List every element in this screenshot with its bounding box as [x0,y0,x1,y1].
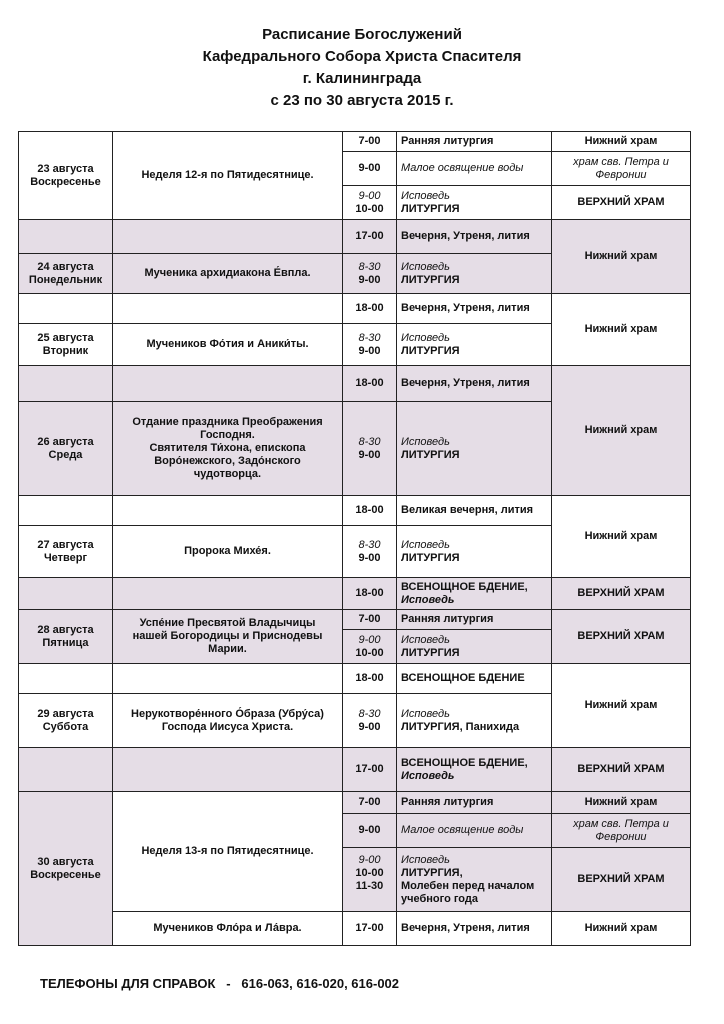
time-cell: 17-00 [343,748,397,792]
time-cell: 9-00 [343,814,397,848]
place-cell: Нижний храм [552,792,691,814]
title-line-1: Расписание Богослужений [262,26,462,43]
time-cell: 18-00 [343,366,397,402]
service-cell: Ранняя литургия [397,610,552,630]
feast-cell: Мучеников Фо́тия и Аники́ты. [113,324,343,366]
day-cell: 23 августа Воскресенье [19,132,113,220]
service-cell: Исповедь ЛИТУРГИЯ [397,324,552,366]
place-cell: ВЕРХНИЙ ХРАМ [552,748,691,792]
table-row [19,294,691,324]
feast-cell: Мучеников Фло́ра и Ла́вра. [113,912,343,946]
time-cell: 8-30 9-00 [343,402,397,496]
service-cell: Исповедь ЛИТУРГИЯ [397,526,552,578]
time-cell: 7-00 [343,132,397,152]
feast-cell: Неделя 12-я по Пятидесятнице. [113,132,343,220]
service-cell: ВСЕНОЩНОЕ БДЕНИЕ [397,664,552,694]
service-cell: Вечерня, Утреня, лития [397,366,552,402]
place-cell: ВЕРХНИЙ ХРАМ [552,610,691,664]
feast-cell: Отдание праздника Преображения Господня. Святителя Ти́хона, епископа Воро́нежского, Задо́нского чудотворца. [113,402,343,496]
time-cell: 18-00 [343,578,397,610]
service-cell: Вечерня, Утреня, лития [397,220,552,254]
place-cell: ВЕРХНИЙ ХРАМ [552,186,691,220]
service-cell: Великая вечерня, лития [397,496,552,526]
time-cell: 9-00 10-00 [343,630,397,664]
time-cell: 9-00 10-00 [343,186,397,220]
place-cell: храм свв. Петра и Февронии [552,814,691,848]
table-row [19,610,691,630]
day-cell: 25 августа Вторник [19,324,113,366]
footer-phones: ТЕЛЕФОНЫ ДЛЯ СПРАВОК - 616-063, 616-020, 616-002 [40,976,400,991]
table-row [19,792,691,814]
feast-cell: Пророка Михе́я. [113,526,343,578]
table-row [19,366,691,402]
place-cell: храм свв. Петра и Февронии [552,152,691,186]
day-cell: 26 августа Среда [19,402,113,496]
time-cell: 8-30 9-00 [343,526,397,578]
place-cell: Нижний храм [552,912,691,946]
day-cell: 30 августа Воскресенье [19,792,113,946]
service-cell: Исповедь ЛИТУРГИЯ [397,186,552,220]
time-cell: 18-00 [343,664,397,694]
page-title [0,24,724,112]
time-cell: 17-00 [343,912,397,946]
table-row [19,664,691,694]
title-line-3: г. Калининграда [302,70,422,87]
schedule-table [18,131,691,946]
service-cell: Ранняя литургия [397,792,552,814]
place-cell: ВЕРХНИЙ ХРАМ [552,848,691,912]
day-cell: 29 августа Суббота [19,694,113,748]
place-cell: Нижний храм [552,664,691,748]
time-cell: 7-00 [343,610,397,630]
day-cell: 28 августа Пятница [19,610,113,664]
time-cell: 18-00 [343,496,397,526]
feast-cell: Мученика архидиакона Е́впла. [113,254,343,294]
place-cell: Нижний храм [552,366,691,496]
title-line-2: Кафедрального Собора Христа Спасителя [202,48,522,65]
place-cell: Нижний храм [552,220,691,294]
time-cell: 9-00 [343,152,397,186]
service-cell: Исповедь ЛИТУРГИЯ, Панихида [397,694,552,748]
service-cell: ВСЕНОЩНОЕ БДЕНИЕ, Исповедь [397,578,552,610]
service-cell: Исповедь ЛИТУРГИЯ, Молебен перед началом учебного года [397,848,552,912]
table-row [19,748,691,792]
service-cell: Вечерня, Утреня, лития [397,912,552,946]
place-cell: Нижний храм [552,294,691,366]
service-cell: Исповедь ЛИТУРГИЯ [397,254,552,294]
place-cell: ВЕРХНИЙ ХРАМ [552,578,691,610]
place-cell: Нижний храм [552,496,691,578]
feast-cell: Неделя 13-я по Пятидесятнице. [113,792,343,912]
day-cell: 24 августа Понедельник [19,254,113,294]
time-cell: 8-30 9-00 [343,324,397,366]
table-row [19,496,691,526]
day-cell: 27 августа Четверг [19,526,113,578]
time-cell: 7-00 [343,792,397,814]
table-row [19,220,691,254]
time-cell: 17-00 [343,220,397,254]
service-cell: Исповедь ЛИТУРГИЯ [397,630,552,664]
service-cell: Исповедь ЛИТУРГИЯ [397,402,552,496]
time-cell: 9-00 10-00 11-30 [343,848,397,912]
place-cell: Нижний храм [552,132,691,152]
table-row [19,912,691,946]
time-cell: 18-00 [343,294,397,324]
feast-cell: Нерукотворе́нного О́браза (Убру́са) Господа Иисуса Христа. [113,694,343,748]
title-line-4: с 23 по 30 августа 2015 г. [270,92,454,109]
feast-cell: Успе́ние Пресвятой Владычицы нашей Богородицы и Приснодевы Марии. [113,610,343,664]
time-cell: 8-30 9-00 [343,694,397,748]
service-cell: ВСЕНОЩНОЕ БДЕНИЕ, Исповедь [397,748,552,792]
time-cell: 8-30 9-00 [343,254,397,294]
service-cell: Малое освящение воды [397,152,552,186]
service-cell: Вечерня, Утреня, лития [397,294,552,324]
service-cell: Малое освящение воды [397,814,552,848]
service-cell: Ранняя литургия [397,132,552,152]
table-row [19,578,691,610]
table-row [19,132,691,152]
